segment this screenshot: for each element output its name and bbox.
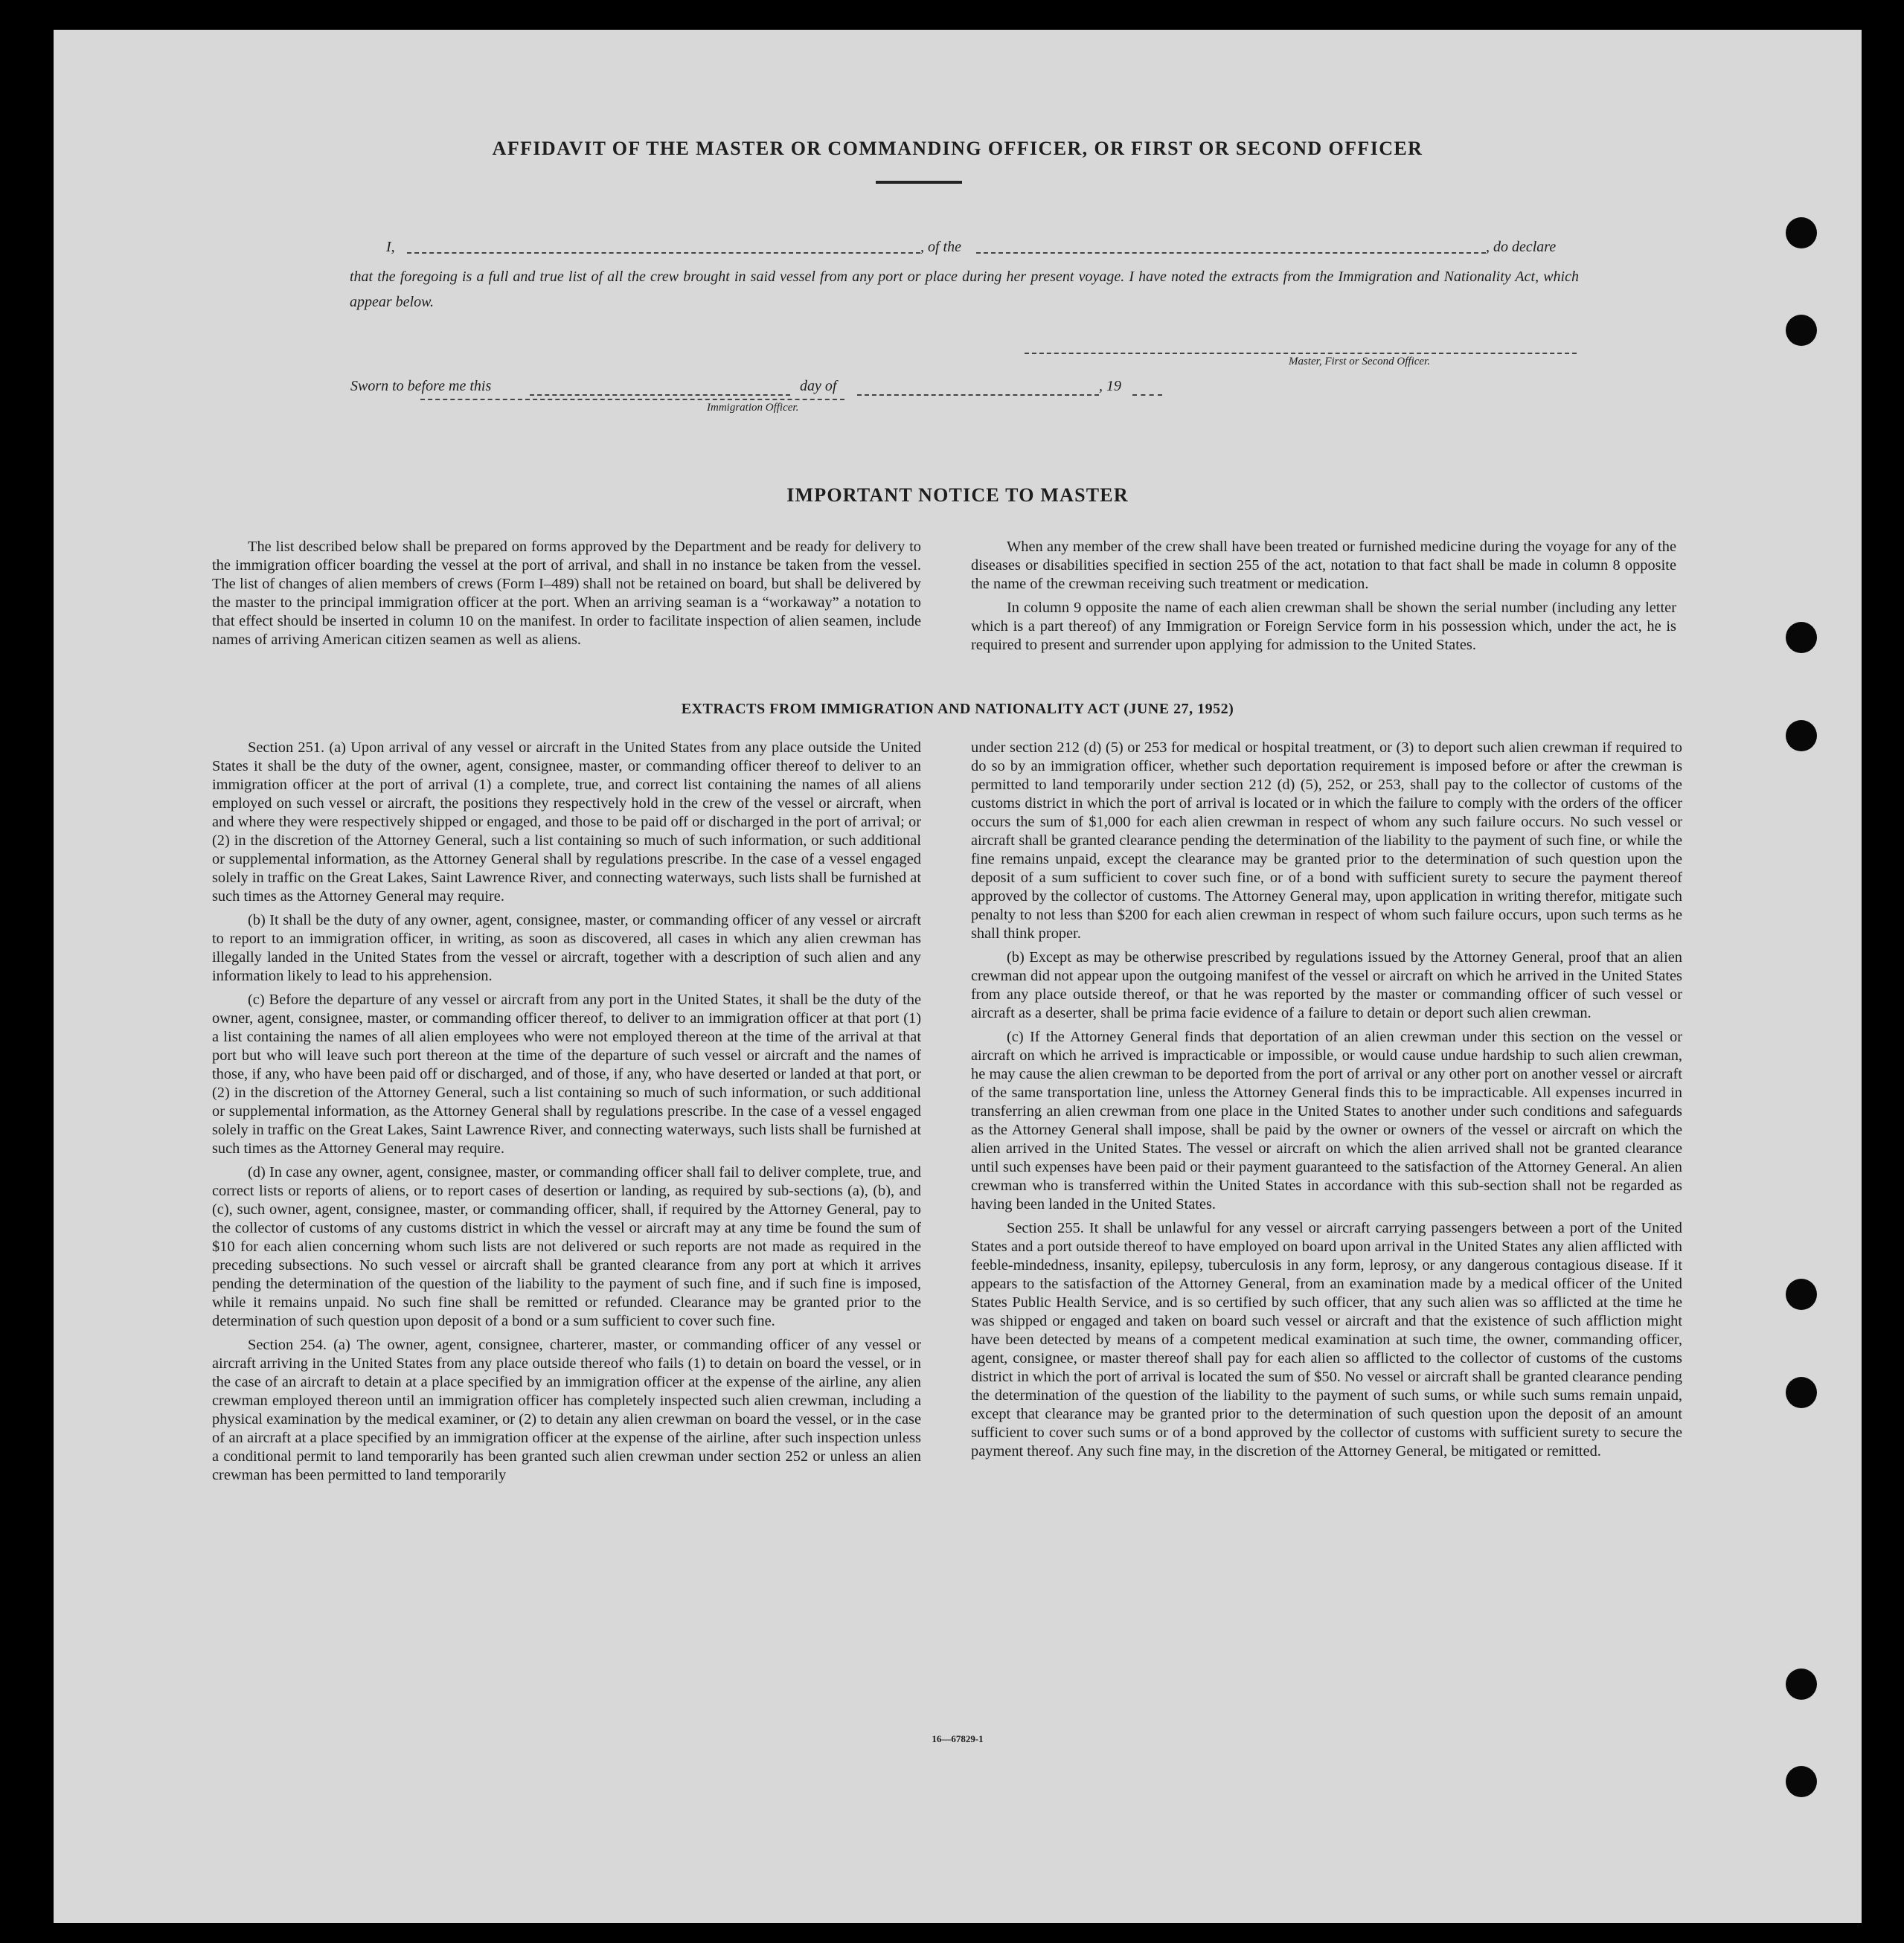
section-paragraph: Section 251. (a) Upon arrival of any vessel or aircraft in the United States from any place outside the United States it shall be the duty of the owner, agent, consignee, master, or commanding officer thereof to deliver to an immigration officer at the port of arrival (1) a complete, true, and correct list containing the names of all aliens employed on such vessel or aircraft, the positions they respectively hold in the crew of the vessel or aircraft, when and where they were respectively shipped or engaged, and those to be paid off or discharged in the port of arrival; or (2) in the discretion of the Attorney General, such a list containing so much of such information, or such additional or supplemental information, as the Attorney General shall by regulations prescribe. In the case of a vessel engaged solely in traffic on the Great Lakes, Saint Lawrence River, and connecting waterways, such lists shall be furnished at such times as the Attorney General may require. — [212, 739, 921, 905]
extracts-title: EXTRACTS FROM IMMIGRATION AND NATIONALITY ACT (JUNE 27, 1952) — [681, 701, 1234, 717]
notice-left-column — [212, 538, 921, 655]
punch-hole — [1786, 622, 1817, 653]
punch-hole — [1786, 1669, 1817, 1700]
vessel-name-field[interactable] — [976, 252, 1486, 254]
notice-right-column — [971, 538, 1676, 660]
section-paragraph: Section 254. (a) The owner, agent, consignee, charterer, master, or commanding officer of any vessel or aircraft arriving in the United States from any place outside thereof who fails (1) to detain on board the vessel, or in the case of an aircraft to detain at a place specified by an immigration officer at the expense of the airline, any alien crewman employed thereon until an immigration officer has completely inspected such alien crewman, including a physical examination by the medical examiner, or (2) to detain any alien crewman on board the vessel, or in the case of an aircraft at a place specified by an immigration officer at the expense of the airline, after such inspection unless a conditional permit to land temporarily has been granted such alien crewman under section 252 or unless an alien crewman has been permitted to land temporarily — [212, 1337, 921, 1483]
section-paragraph: (b) It shall be the duty of any owner, agent, consignee, master, or commanding officer of any vessel or aircraft to report to an immigration officer, in writing, as soon as discovered, all cases in which any alien crewman has illegally landed in the United States from the vessel or aircraft, together with a description of such alien and any information likely to lead to his apprehension. — [212, 912, 921, 984]
notice-paragraph: The list described below shall be prepared on forms approved by the Department and be ready for delivery to the immigration officer boarding the vessel at the port of arrival, and shall in no instance be taken from the vessel. The list of changes of alien members of crews (Form I–489) shall not be retained on board, but shall be delivered by the master to the principal immigration officer at the port. When an arriving seaman is a “workaway” a notation to that effect should be inserted in column 10 on the manifest. In order to facilitate inspection of alien seamen, include names of arriving American citizen seamen as well as aliens. — [212, 539, 921, 648]
affidavit-statement: that the foregoing is a full and true list of all the crew brought in said vessel from any port or place during her present voyage. I have noted the extracts from the Immigration and Nationality Act, which appear below. — [350, 269, 1579, 310]
sworn-month-field[interactable] — [857, 394, 1099, 396]
section-paragraph: Section 255. It shall be unlawful for any vessel or aircraft carrying passengers between a port of the United States and a port outside thereof to have employed on board upon arrival in the United States any alien afflicted with feeble-mindedness, insanity, epilepsy, tuberculosis in any form, leprosy, or any dangerous contagious disease. If it appears to the satisfaction of the Attorney General, from an examination made by a medical officer of the United States Public Health Service, and is so certified by such officer, that any such alien was so afflicted at the time he was shipped or engaged and taken on board such vessel or aircraft and that the existence of such affliction might have been detected by means of a competent medical examination at such time, the owner, commanding officer, agent, consignee, or master thereof shall pay for each alien so afflicted to the collector of customs of the customs district in which the port of arrival is located the sum of $50. No vessel or aircraft shall be granted clearance pending the determination of the question of the liability to the payment of such sums, or while such sums remain unpaid, except that clearance may be granted prior to the determination of such question upon the deposit of an amount sufficient to cover such sums or of a bond approved by the collector of customs with sufficient surety to secure the payment thereof. Any such fine may, in the discretion of the Attorney General, be mitigated or remitted. — [971, 1220, 1682, 1459]
immigration-officer-label: Immigration Officer. — [707, 402, 799, 414]
master-signature-line[interactable] — [1025, 353, 1577, 354]
extracts-left-column — [212, 739, 921, 1490]
year-prefix-label: , 19 — [1099, 378, 1121, 394]
punch-hole — [1786, 1279, 1817, 1310]
section-paragraph: under section 212 (d) (5) or 253 for medical or hospital treatment, or (3) to deport such alien crewman if required to do so by an immigration officer, whether such deportation requirement is imposed before or after the crewman is permitted to land temporarily under section 212 (d) (5), 252, or 253, shall pay to the collector of customs of the customs district in which the port of arrival is located or in which the failure to comply with the orders of the officer occurs the sum of $1,000 for each alien crewman in respect of whom any such failure occurs. No such vessel or aircraft shall be granted clearance pending the determination of the liability to the payment of such fine, or while the fine remains unpaid, except the clearance may be granted prior to the determination of such question upon the deposit of a sum sufficient to cover such fine, or of a bond with sufficient surety to secure the payment thereof approved by the collector of customs. The Attorney General may, upon application in writing therefor, mitigate such penalty to not less than $200 for each alien crewman in respect of whom such failure occurs, upon such terms as he shall think proper. — [971, 739, 1682, 942]
section-paragraph: (c) Before the departure of any vessel or aircraft from any port in the United States, it shall be the duty of the owner, agent, consignee, master, or commanding officer thereof, to deliver to an immigration officer at that port (1) a list containing the names of all alien employees who were not employed thereon at the time of the arrival at that port but who will leave such port thereon at the time of the departure of such vessel or aircraft and the names of those, if any, who have been paid off or discharged, and of those, if any, who have deserted or landed at that port, or (2) in the discretion of the Attorney General, such a list containing so much of such information, or such additional or supplemental information, as the Attorney General shall by regulations prescribe. In the case of a vessel engaged solely in traffic on the Great Lakes, Saint Lawrence River, and connecting waterways, such lists shall be furnished at such times as the Attorney General may require. — [212, 992, 921, 1157]
notice-paragraph: When any member of the crew shall have been treated or furnished medicine during the voyage for any of the diseases or disabilities specified in section 255 of the act, notation to that fact shall be made in column 8 opposite the name of the crewman receiving such treatment or medication. — [971, 539, 1676, 592]
affidavit-do-declare-label: , do declare — [1486, 239, 1557, 255]
affidavit-of-the-label: , of the — [920, 239, 961, 255]
punch-hole — [1786, 217, 1817, 248]
extracts-right-column — [971, 739, 1682, 1466]
title-rule — [876, 181, 962, 184]
notice-paragraph: In column 9 opposite the name of each alien crewman shall be shown the serial number (including any letter which is a part thereof) of any Immigration or Foreign Service form in his possession which, under the act, he is required to present and surrender upon applying for admission to the United States. — [971, 600, 1676, 653]
day-of-label: day of — [800, 378, 837, 394]
punch-hole — [1786, 315, 1817, 346]
section-paragraph: (d) In case any owner, agent, consignee, master, or commanding officer shall fail to deliver complete, true, and correct lists or reports of aliens, or to report cases of desertion or landing, as required by sub-sections (a), (b), and (c), such owner, agent, consignee, master, or commanding officer, shall, if required by the Attorney General, pay to the collector of customs of any customs district in which the vessel or aircraft may at any time be found the sum of $10 for each alien concerning whom such lists are not delivered or such reports are not made as required in the preceding subsections. No such vessel or aircraft shall be granted clearance from any port at which it arrives pending the determination of the question of the liability to the payment of such fine, and if such fine is imposed, while it remains unpaid. No such fine shall be remitted or refunded. Clearance may be granted prior to the determination of such question upon deposit of a bond or a sum sufficient to cover such fine. — [212, 1164, 921, 1329]
punch-hole — [1786, 1377, 1817, 1408]
section-paragraph: (c) If the Attorney General finds that deportation of an alien crewman under this section on the vessel or aircraft on which he arrived is impracticable or impossible, or would cause undue hardship to such alien crewman, he may cause the alien crewman to be deported from the port of arrival or any other port on another vessel or aircraft of the same transportation line, unless the Attorney General finds this to be impracticable. All expenses incurred in transferring an alien crewman from one place in the United States to another under such conditions and safeguards as the Attorney General shall impose, shall be paid by the owner or owners of the vessel or aircraft on which the alien arrived in the United States. The vessel or aircraft on which the alien arrived shall not be granted clearance until such expenses have been paid or their payment guaranteed to the satisfaction of the Attorney General. An alien crewman who is transferred within the United States in accordance with this sub-section shall not be regarded as having been landed in the United States. — [971, 1029, 1682, 1213]
sworn-day-field[interactable] — [530, 394, 790, 396]
affidavit-i-label: I, — [386, 239, 395, 255]
punch-hole — [1786, 720, 1817, 751]
document-page — [54, 30, 1862, 1923]
form-code: 16—67829-1 — [932, 1733, 984, 1744]
master-signature-label: Master, First or Second Officer. — [1289, 356, 1430, 367]
punch-hole — [1786, 1766, 1817, 1797]
sworn-year-field[interactable] — [1132, 394, 1162, 396]
immigration-officer-signature-line[interactable] — [420, 399, 844, 400]
notice-title: IMPORTANT NOTICE TO MASTER — [786, 484, 1129, 506]
section-paragraph: (b) Except as may be otherwise prescribed by regulations issued by the Attorney General, proof that an alien crewman did not appear upon the outgoing manifest of the vessel or aircraft on which he arrived in the United States from any place outside thereof, or that he was reported by the master or commanding officer of such vessel or aircraft as a deserter, shall be prima facie evidence of a failure to detain or deport such alien crewman. — [971, 949, 1682, 1021]
affidavit-title: AFFIDAVIT OF THE MASTER OR COMMANDING OFFICER, OR FIRST OR SECOND OFFICER — [492, 138, 1423, 159]
sworn-label: Sworn to before me this — [350, 378, 492, 394]
declarant-name-field[interactable] — [407, 252, 920, 254]
